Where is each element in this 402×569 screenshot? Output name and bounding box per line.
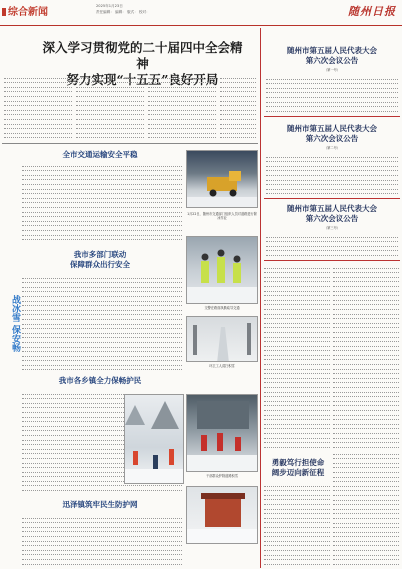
text-line	[264, 560, 330, 565]
text-line	[22, 236, 182, 241]
story-coldweather-body	[22, 514, 182, 566]
story-transport-body	[22, 162, 182, 242]
text-line	[148, 134, 216, 139]
notice3-body	[266, 233, 398, 257]
text-line	[76, 134, 144, 139]
main-article-col1	[4, 74, 72, 139]
text-line	[333, 560, 399, 565]
main-article-col2	[76, 74, 144, 139]
main-article-col3	[148, 74, 216, 139]
main-article-col4	[220, 74, 256, 139]
story-linkage-line1: 我市多部门联动	[73, 250, 127, 259]
issue-editors: 责任编辑： 编辑： 版式： 校对：	[96, 9, 150, 14]
notice-divider-2	[264, 198, 400, 199]
police-illustration	[187, 237, 258, 304]
notice2-title-line2: 第六次会议公告	[305, 134, 359, 143]
text-line	[4, 134, 72, 139]
story-coldweather-title: 迅泽镇筑牢民生防护网	[62, 500, 138, 509]
story-linkage-line2: 保障群众出行安全	[70, 260, 130, 269]
photo-shoveling	[186, 394, 258, 472]
notice1-title-line1: 随州市第五届人民代表大会	[287, 46, 377, 55]
notice3-title-line2: 第六次会议公告	[305, 214, 359, 223]
caption-1: 1月22日，随州市交通部门组织人员对道路进行除冰作业	[187, 212, 257, 221]
issue-meta	[96, 4, 150, 15]
section-rule	[2, 143, 258, 144]
page-header	[0, 0, 402, 26]
notice3-title	[266, 204, 398, 224]
notice2-title	[266, 124, 398, 144]
courage-headline-line2: 阔步迈向新征程	[271, 468, 325, 477]
courage-article-col2	[333, 450, 399, 566]
photo-snow-trees	[124, 394, 184, 484]
side-banner: 战冰雪 保安畅	[10, 295, 20, 353]
notice2-title-line1: 随州市第五届人民代表大会	[287, 124, 377, 133]
snow-scene-illustration	[187, 487, 258, 544]
text-line	[22, 486, 182, 491]
caption-4: 干部群众铲除道路积雪	[206, 474, 238, 478]
story-towns-title: 我市各乡镇全力保畅护民	[58, 376, 142, 385]
notice1-number: （第一号）	[324, 68, 340, 72]
notice2-number: （第二号）	[324, 146, 340, 150]
story-linkage-title	[20, 250, 180, 270]
notice1-title	[266, 46, 398, 66]
column-divider	[260, 28, 261, 568]
courage-headline	[268, 458, 328, 478]
text-line	[220, 134, 256, 139]
courage-article-col1	[264, 482, 330, 566]
main-headline-line1: 深入学习贯彻党的二十届四中全会精神	[42, 40, 243, 71]
text-line	[22, 366, 182, 371]
caption-2: 交警在路面执勤疏导交通	[204, 306, 240, 310]
notice1-body	[266, 75, 398, 113]
courage-headline-line1: 勇毅笃行担使命	[271, 458, 325, 467]
photo-snow-plow	[186, 150, 258, 208]
photo-snowy-road	[186, 316, 258, 362]
main-headline-line2: 努力实现“十五五”良好开局	[66, 72, 219, 87]
text-line	[266, 251, 398, 256]
photo-traffic-police	[186, 236, 258, 304]
notice-divider-3	[264, 260, 400, 261]
text-line	[266, 190, 398, 195]
trees-illustration	[125, 395, 184, 484]
notice3-number: （第三号）	[324, 226, 340, 230]
right-article-col2	[333, 264, 399, 450]
text-line	[22, 560, 182, 565]
notice2-body	[266, 153, 398, 195]
newspaper-logo: 随州日报	[348, 5, 396, 18]
section-name: 综合新闻	[2, 3, 48, 18]
text-line	[266, 107, 398, 112]
snowy-road-illustration	[187, 317, 258, 362]
photo-snow-scene	[186, 486, 258, 544]
story-transport-title: 全市交通运输安全平稳	[62, 150, 138, 159]
notice-divider-1	[264, 116, 400, 117]
right-article-col1	[264, 264, 330, 450]
story-linkage-body	[22, 274, 182, 372]
caption-3: 环卫工人清扫积雪	[209, 364, 235, 368]
snow-plow-illustration	[187, 151, 258, 208]
issue-date: 2025年1月23日	[96, 4, 123, 8]
text-line	[333, 443, 399, 448]
shoveling-illustration	[187, 395, 258, 472]
notice1-title-line2: 第六次会议公告	[305, 56, 359, 65]
text-line	[264, 443, 330, 448]
notice3-title-line1: 随州市第五届人民代表大会	[287, 204, 377, 213]
